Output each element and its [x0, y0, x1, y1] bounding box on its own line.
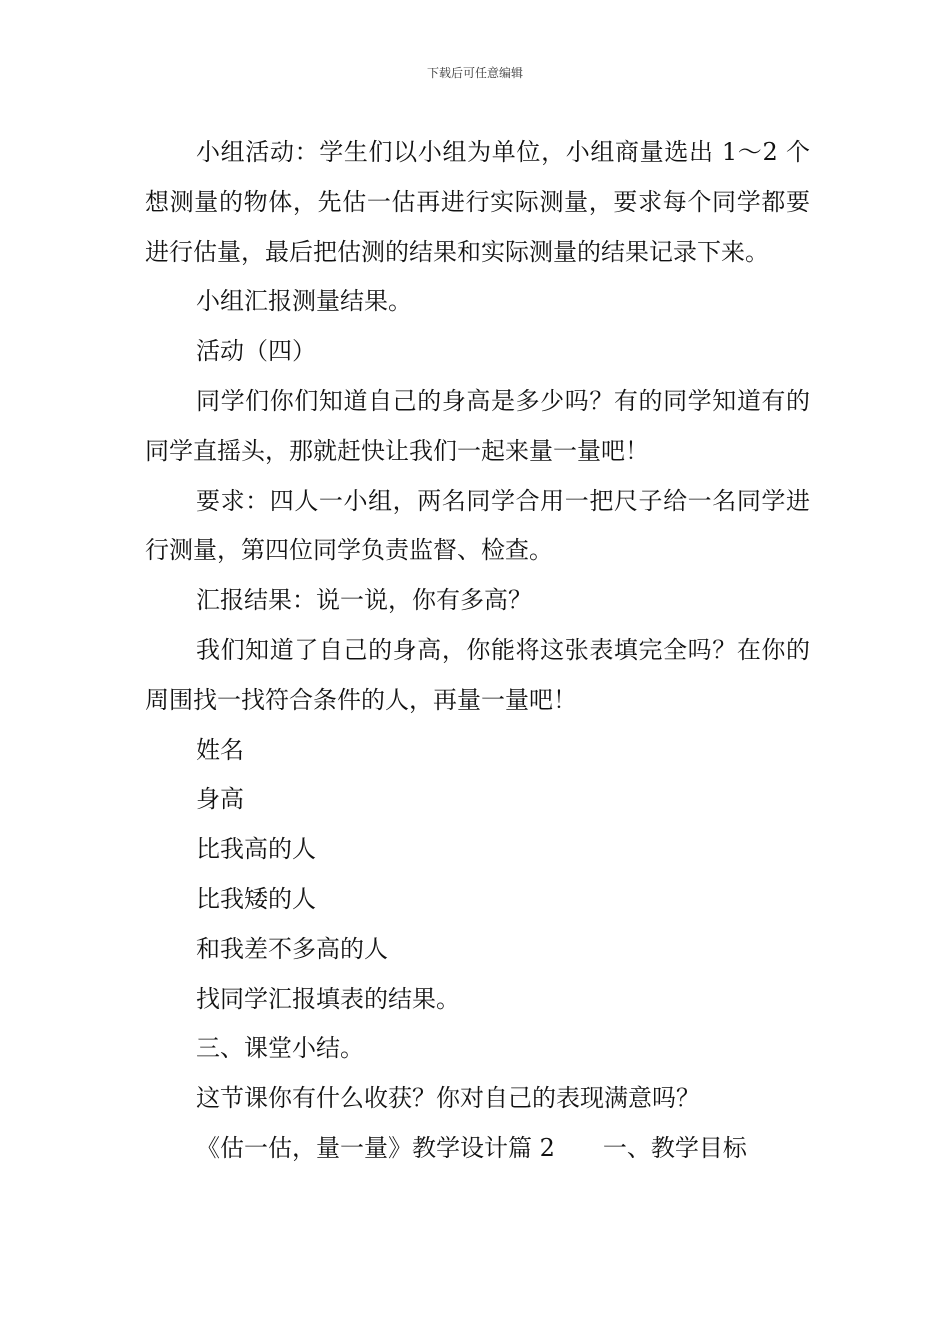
paragraph-activity-four: 活动（四） [196, 337, 316, 366]
paragraph-group-report: 小组汇报测量结果。 [196, 287, 412, 316]
table-item-height: 身高 [196, 785, 244, 814]
paragraph-report-table: 找同学汇报填表的结果。 [196, 984, 460, 1013]
table-item-taller: 比我高的人 [196, 835, 316, 864]
paragraph-summary-question: 这节课你有什么收获？你对自己的表现满意吗？ [196, 1084, 700, 1113]
table-item-name: 姓名 [196, 735, 244, 764]
paragraph-height-question: 同学们你们知道自己的身高是多少吗？有的同学知道有的同学直摇头，那就赶快让我们一起来量一量吧！ [145, 386, 810, 465]
page-header: 下载后可任意编辑 [426, 66, 523, 80]
section-heading-summary: 三、课堂小结。 [196, 1034, 364, 1063]
table-item-shorter: 比我矮的人 [196, 884, 316, 913]
paragraph-requirements: 要求：四人一小组，两名同学合用一把尺子给一名同学进行测量，第四位同学负责监督、检查。 [145, 486, 810, 565]
paragraph-report-results: 汇报结果：说一说，你有多高？ [196, 586, 532, 615]
paragraph-fill-table: 我们知道了自己的身高，你能将这张表填完全吗？在你的周围找一找符合条件的人，再量一量吧！ [145, 635, 810, 714]
document-body [145, 128, 810, 1174]
section-heading-design-2: 《估一估，量一量》教学设计篇 2 一、教学目标 [196, 1133, 747, 1162]
paragraph-group-activity: 小组活动：学生们以小组为单位，小组商量选出 1～2 个想测量的物体，先估一估再进行实际测量，要求每个同学都要进行估量，最后把估测的结果和实际测量的结果记录下来。 [145, 138, 810, 266]
table-item-similar: 和我差不多高的人 [196, 934, 388, 963]
